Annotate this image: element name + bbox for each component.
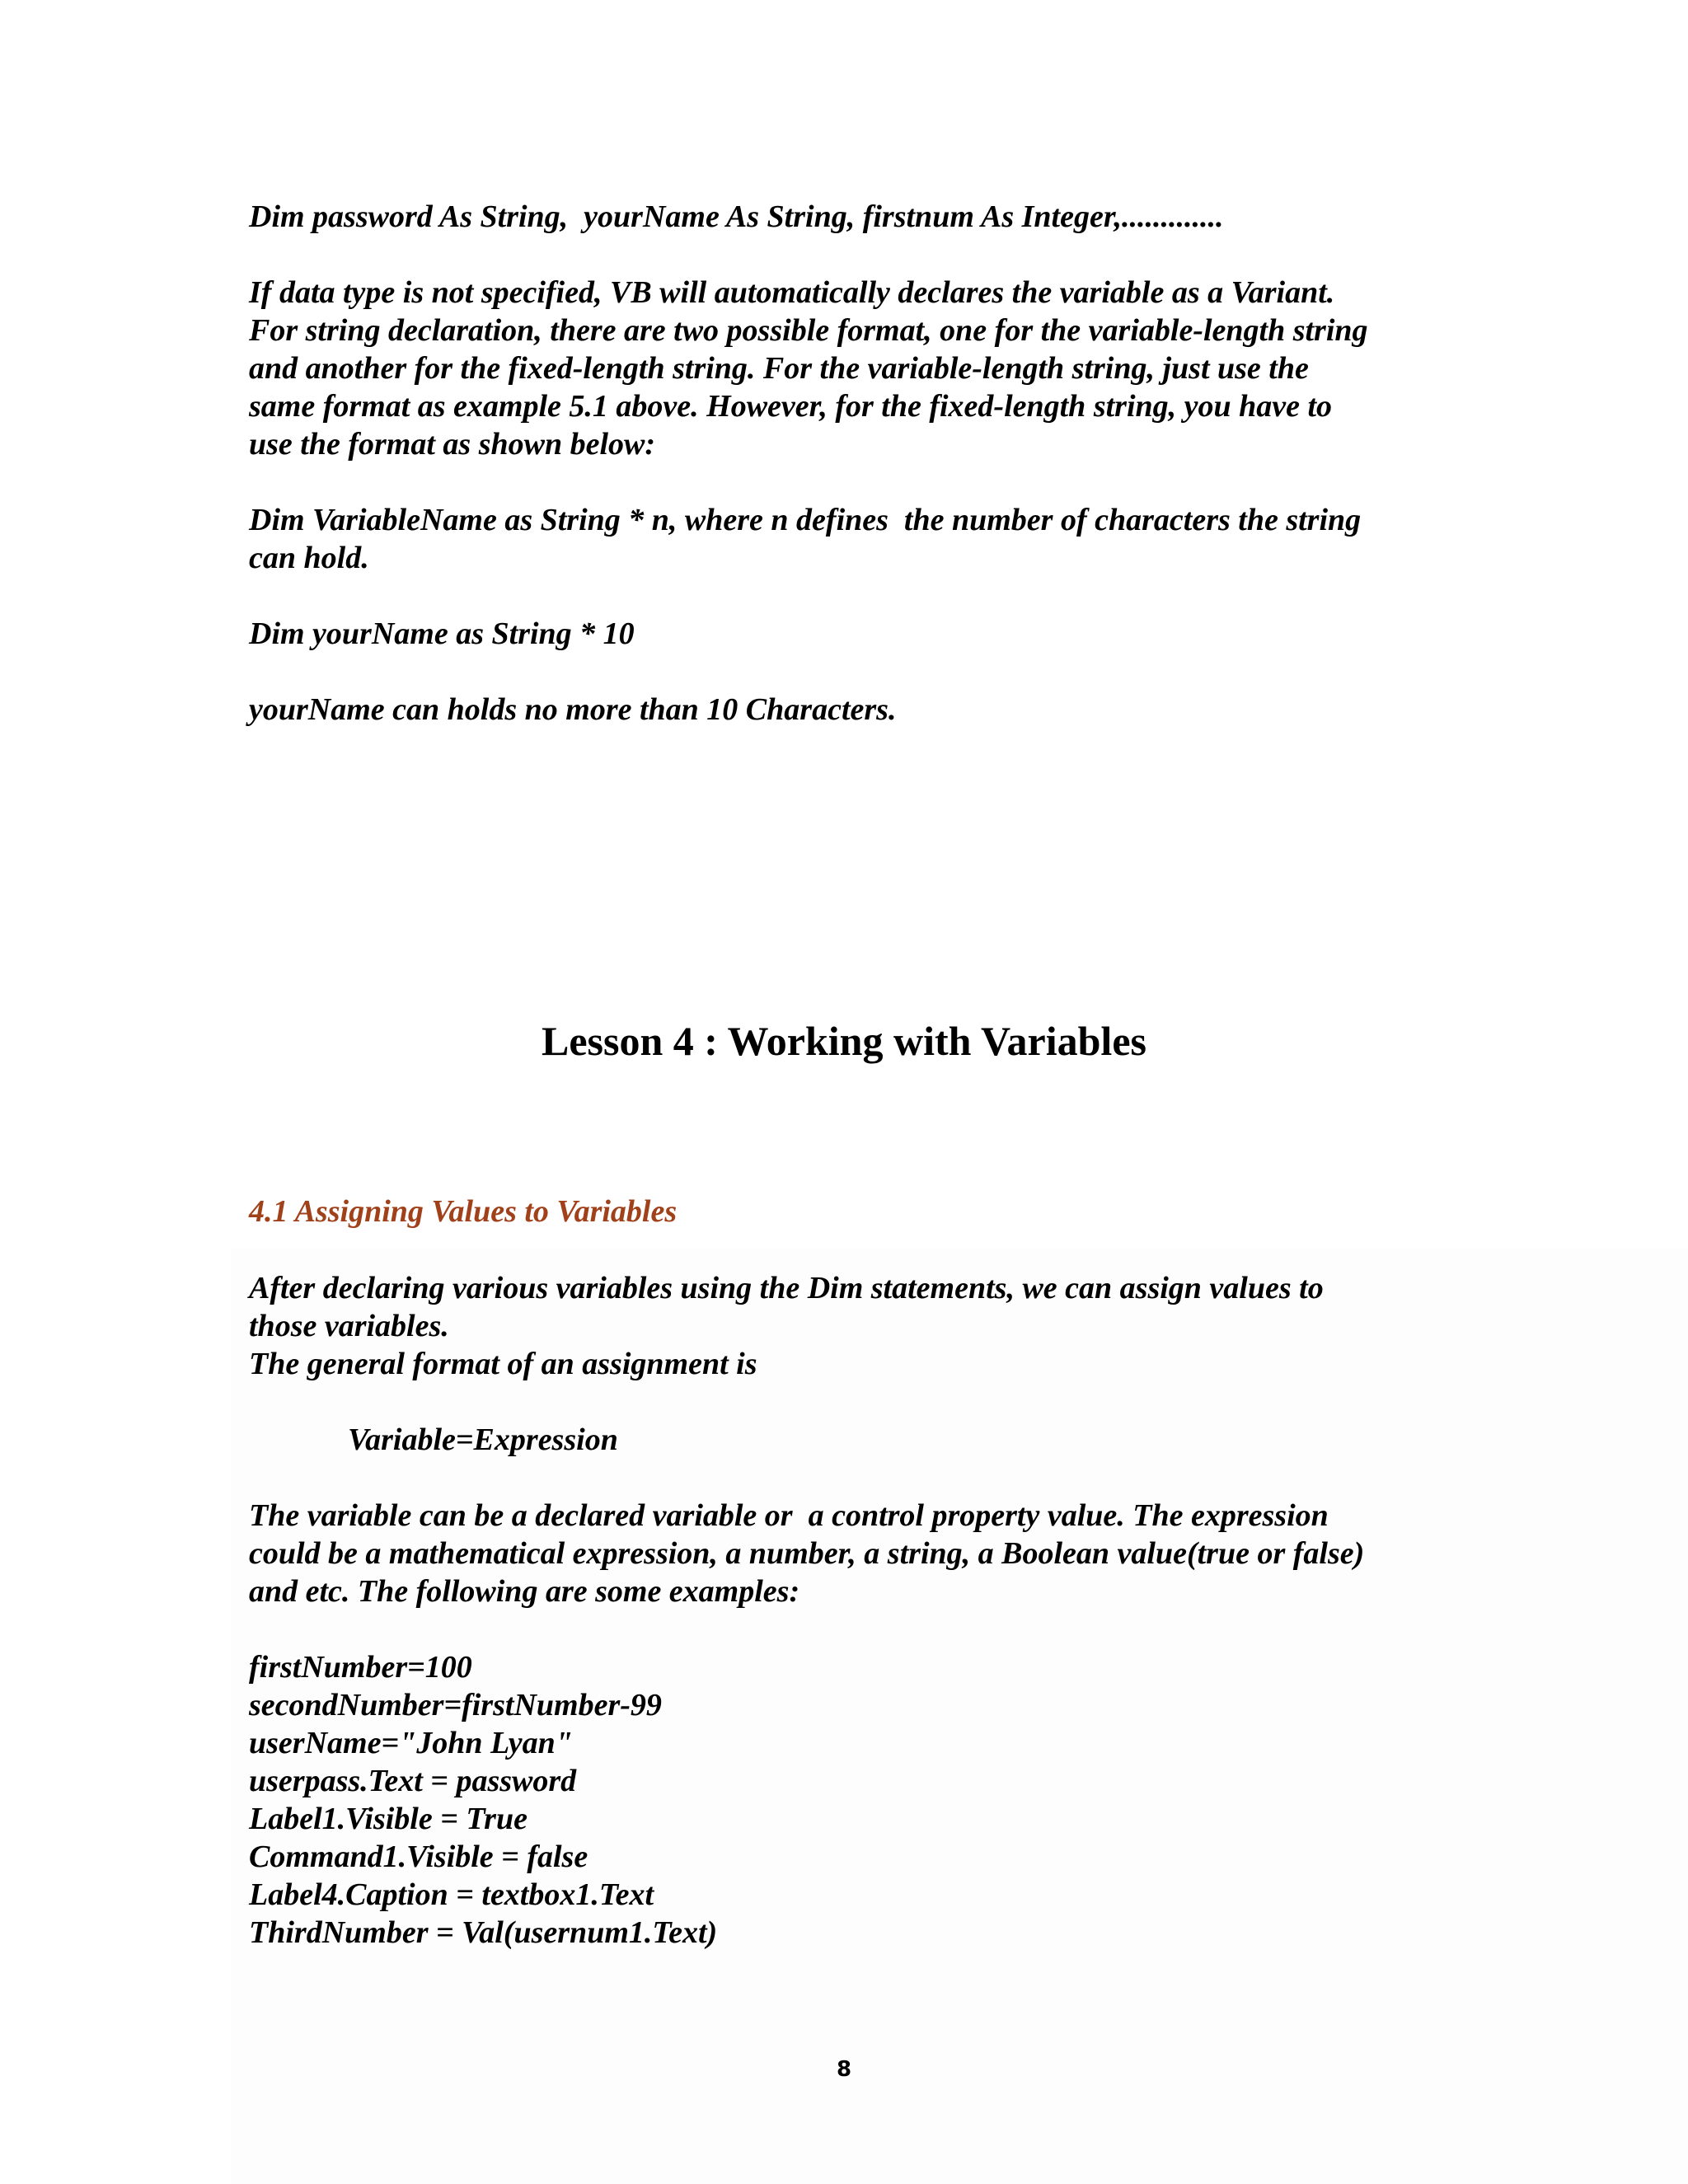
lesson-heading: Lesson 4 : Working with Variables (542, 1018, 1146, 1064)
intro-block (249, 198, 1452, 729)
paragraph-line: could be a mathematical expression, a number, a string, a Boolean value(true or false) (249, 1536, 1365, 1571)
code-example-line: userName="John Lyan" (249, 1726, 573, 1760)
paragraph-line: If data type is not specified, VB will automatically declares the variable as a Variant. (249, 275, 1335, 310)
code-example-line: Command1.Visible = false (249, 1840, 588, 1874)
paragraph-line: use the format as shown below: (249, 427, 656, 462)
dim-fixed-example: Dim yourName as String * 10 (249, 616, 635, 651)
code-example-line: firstNumber=100 (249, 1650, 472, 1685)
dim-example-line: Dim password As String, yourName As String, firstnum As Integer,............. (249, 199, 1224, 234)
code-example-line: ThirdNumber = Val(usernum1.Text) (249, 1915, 718, 1950)
paragraph-line: Dim VariableName as String * n, where n defines the number of characters the string (249, 503, 1362, 537)
page-number: 8 (836, 2057, 852, 2082)
paragraph-line: can hold. (249, 541, 369, 575)
paragraph-line: those variables. (249, 1309, 449, 1343)
paragraph-line: After declaring various variables using the Dim statements, we can assign values to (249, 1271, 1324, 1305)
paragraph-line: The variable can be a declared variable or a control property value. The expression (249, 1498, 1329, 1533)
code-example-line: Label4.Caption = textbox1.Text (249, 1877, 654, 1912)
section-title: 4.1 Assigning Values to Variables (249, 1194, 678, 1229)
assignment-format: Variable=Expression (348, 1422, 618, 1457)
section-body (249, 1269, 1452, 1952)
paragraph-line: The general format of an assignment is (249, 1347, 757, 1381)
code-example-line: secondNumber=firstNumber-99 (249, 1688, 662, 1722)
paragraph-line: same format as example 5.1 above. However, for the fixed-length string, you have to (249, 389, 1333, 424)
code-example-line: userpass.Text = password (249, 1764, 577, 1798)
fixed-length-note: yourName can holds no more than 10 Characters. (249, 692, 897, 727)
paragraph-line: and etc. The following are some examples: (249, 1574, 800, 1609)
code-example-line: Label1.Visible = True (249, 1802, 528, 1836)
paragraph-line: For string declaration, there are two possible format, one for the variable-length string (249, 313, 1368, 348)
paragraph-line: and another for the fixed-length string. For the variable-length string, just use the (249, 351, 1309, 386)
